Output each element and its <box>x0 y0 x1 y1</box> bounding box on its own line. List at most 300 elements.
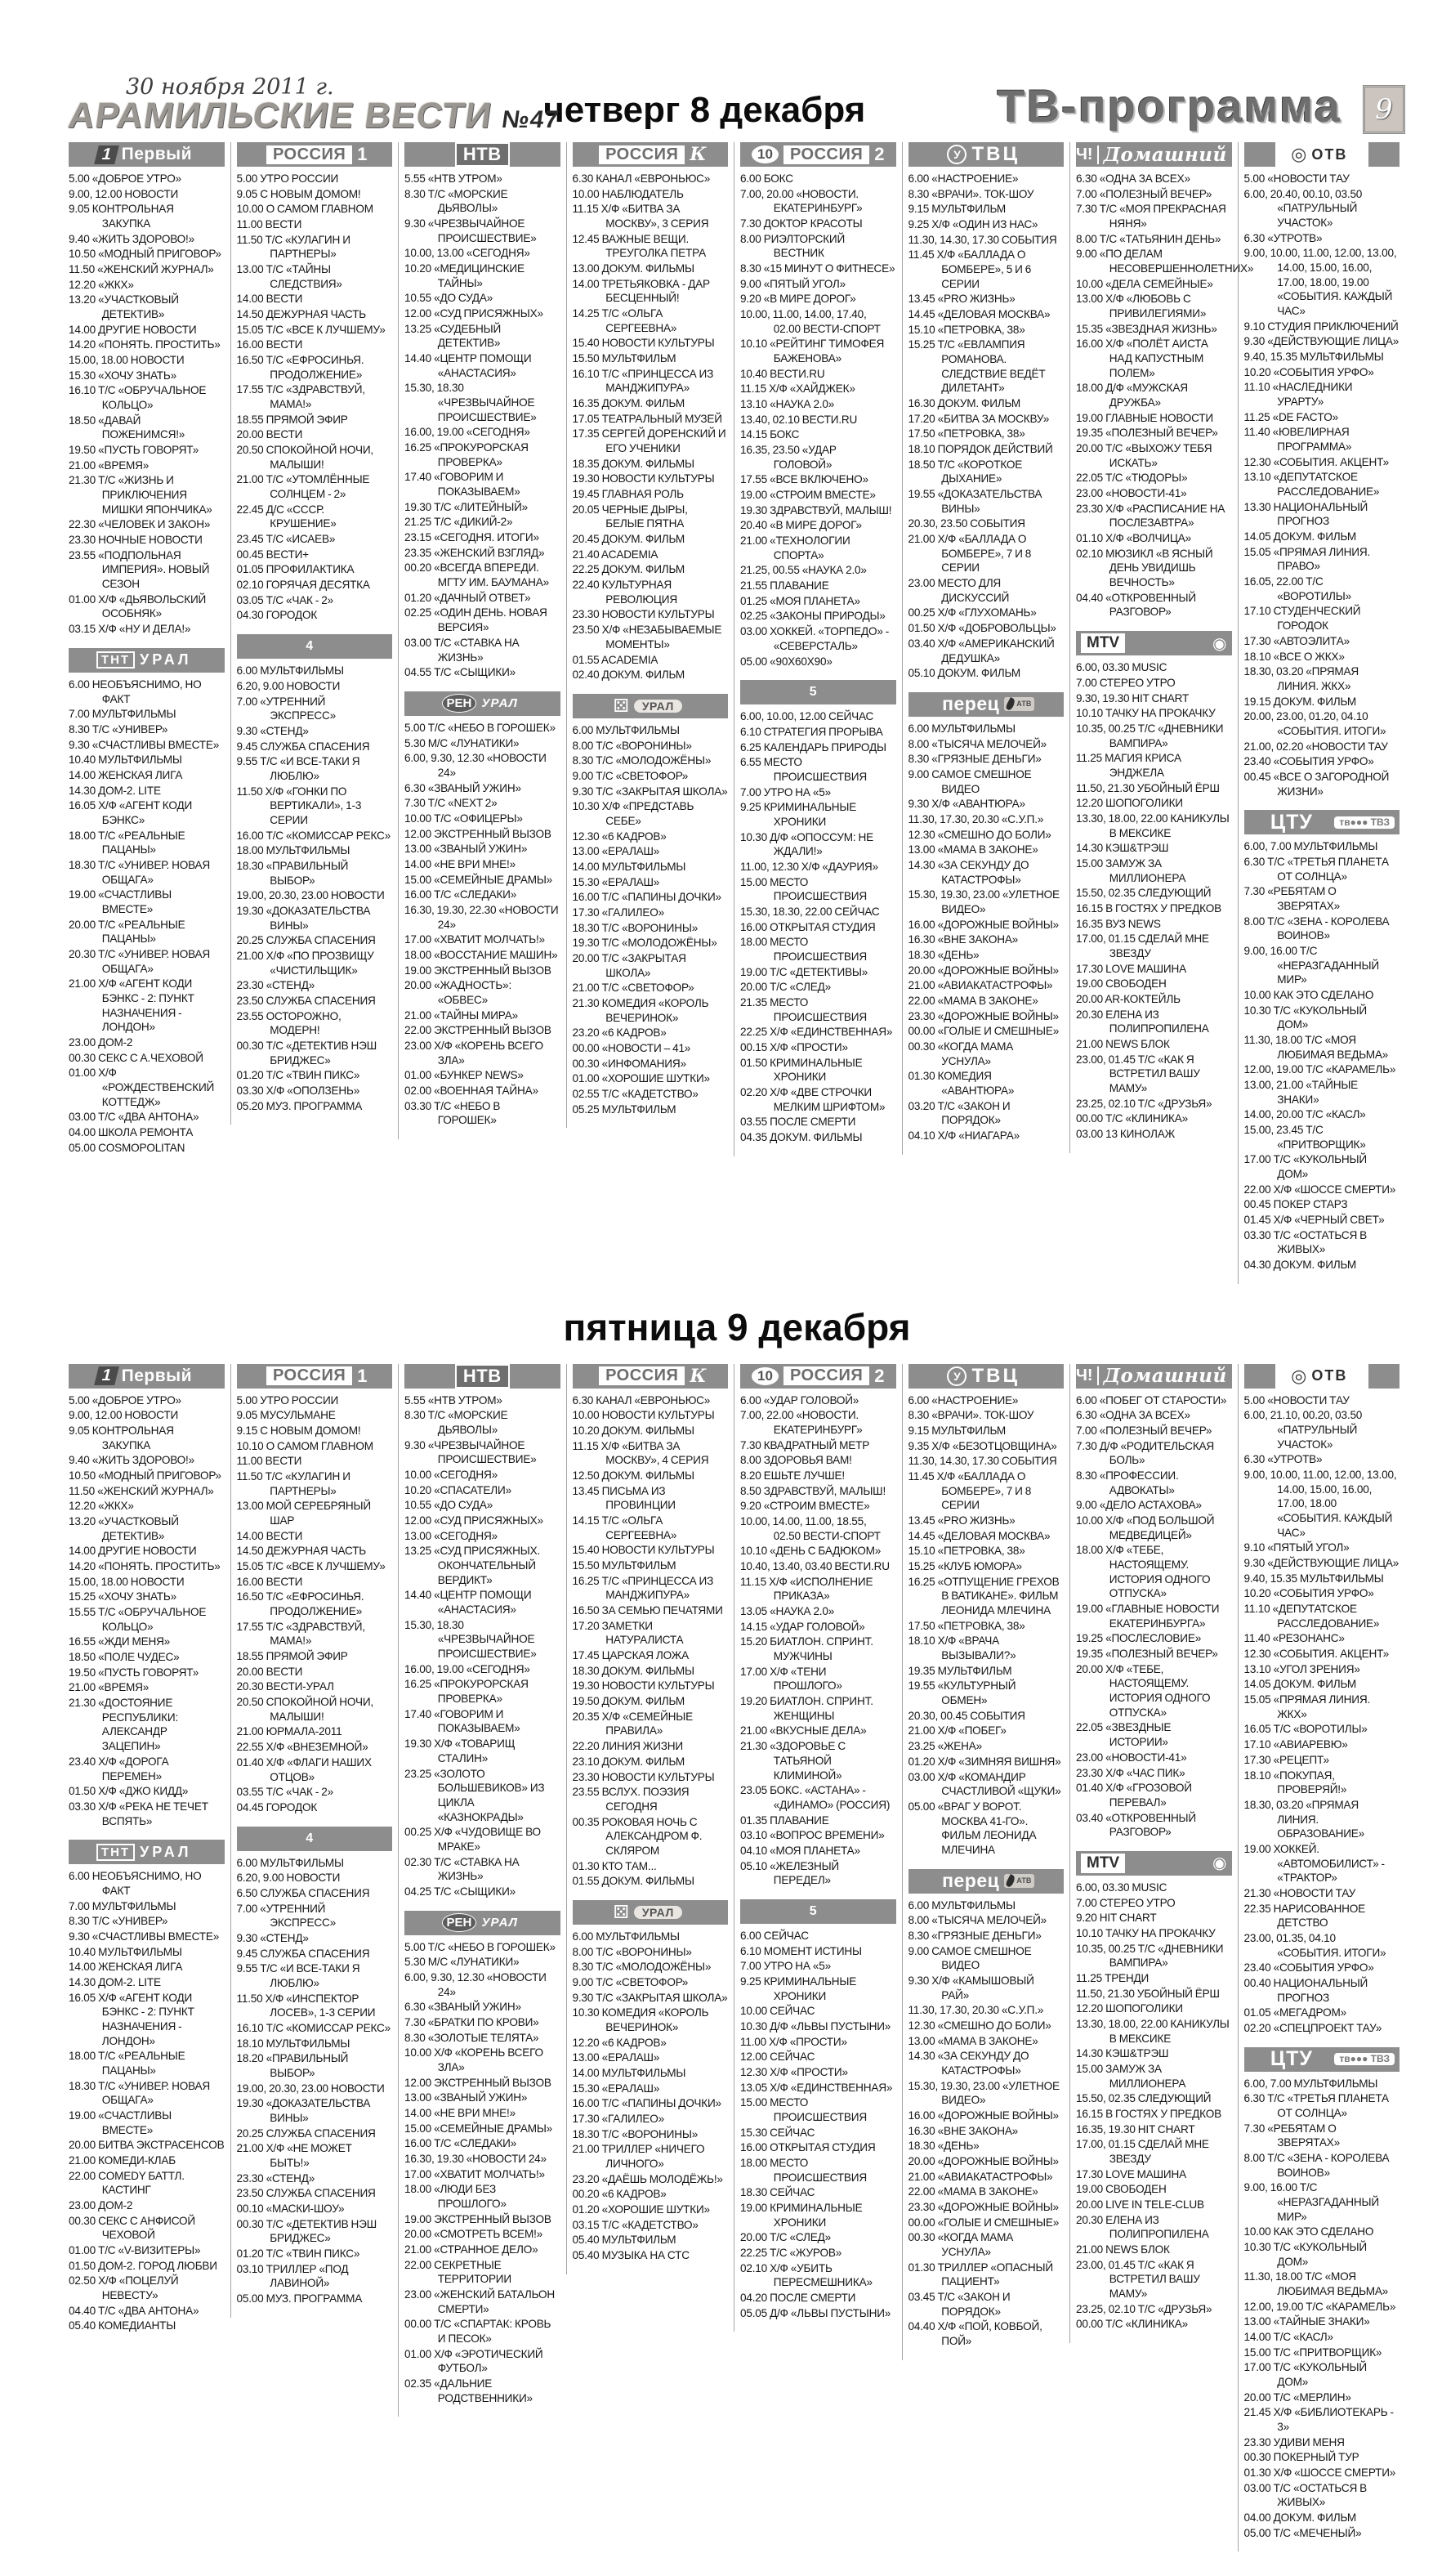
program-item: 19.00 «СТРОИМ ВМЕСТЕ» <box>740 489 876 502</box>
program-item: 13.30 НАЦИОНАЛЬНЫЙ ПРОГНОЗ <box>1243 500 1368 528</box>
program-item: 19.00 ЭКСТРЕННЫЙ ВЫЗОВ <box>404 964 551 977</box>
program-item: 01.20 «ХОРОШИЕ ШУТКИ» <box>572 2203 710 2216</box>
program-item: 7.30 КВАДРАТНЫЙ МЕТР <box>740 1438 870 1451</box>
channel-name: Домашний <box>1103 143 1227 166</box>
program-item: 9.00, 10.00, 11.00, 12.00, 13.00, 14.00, 15.00, 16.00, 17.00, 18.00, 19.00 «СОБЫТИЯ. КАЖДЫЙ ЧАС» <box>1243 247 1397 318</box>
channel-block <box>573 1900 729 2263</box>
program-item: 00.30 Т/С «ДЕТЕКТИВ НЭШ БРИДЖЕС» <box>236 1039 377 1067</box>
program-item: 23.50 Х/Ф «НЕЗАБЫВАЕМЫЕ МОМЕНТЫ» <box>572 624 722 651</box>
program-item: 18.50 «ПОЛЕ ЧУДЕС» <box>69 1651 180 1664</box>
program-item: 6.00 «НАСТРОЕНИЕ» <box>908 172 1019 185</box>
program-item: 8.20 ЕШЬТЕ ЛУЧШЕ! <box>740 1469 845 1483</box>
listing <box>573 1393 729 1889</box>
program-item: 17.55 Т/С «ЗДРАВСТВУЙ, МАМА!» <box>236 1620 365 1648</box>
program-item: 20.30, 00.45 СОБЫТИЯ <box>908 1709 1025 1722</box>
channel-name: ОТВ <box>1311 1367 1348 1384</box>
channel-header <box>1076 631 1232 655</box>
program-item: 5.00 «ДОБРОЕ УТРО» <box>69 1393 181 1407</box>
program-item: 20.05 ЧЕРНЫЕ ДЫРЫ, БЕЛЫЕ ПЯТНА <box>572 503 688 530</box>
program-item: 16.50 Т/С «ЕФРОСИНЬЯ. ПРОДОЛЖЕНИЕ» <box>236 354 364 381</box>
program-item: 15.00 ЗАМУЖ ЗА МИЛЛИОНЕРА <box>1076 856 1186 884</box>
program-item: 12.30 «СОБЫТИЯ. АКЦЕНТ» <box>1243 1648 1389 1661</box>
program-item: 19.50 «ПУСТЬ ГОВОРЯТ» <box>69 1666 199 1679</box>
program-item: 17.00, 01.15 СДЕЛАЙ МНЕ ЗВЕЗДУ <box>1076 2138 1209 2165</box>
program-item: 22.05 «ЗВЕЗДНЫЕ ИСТОРИИ» <box>1076 1721 1172 1749</box>
program-item: 01.25 «МОЯ ПЛАНЕТА» <box>740 594 860 607</box>
channel-logo-icon: ⚄ <box>613 1901 629 1922</box>
program-item: 21.00 Х/Ф «ПО ПРОЗВИЩУ «ЧИСТИЛЬЩИК» <box>236 949 374 977</box>
program-item: 15.10 «ПЕТРОВКА, 38» <box>908 323 1025 336</box>
program-item: 9.05 МУСУЛЬМАНЕ <box>236 1409 336 1422</box>
program-item: 22.00 COMEDY БАТТЛ. КАСТИНГ <box>69 2169 185 2197</box>
channel-block <box>1244 810 1400 1272</box>
program-item: 6.00 МУЛЬТФИЛЬМЫ <box>236 1856 344 1869</box>
program-item: 9.05 КОНТРОЛЬНАЯ ЗАКУПКА <box>69 1424 174 1451</box>
program-item: 22.45 Д/С «СССР. КРУШЕНИЕ» <box>236 503 337 530</box>
program-item: 14.15 БОКС <box>740 428 800 441</box>
listing <box>740 1929 896 2320</box>
program-item: 16.05, 22.00 Т/С «ВОРОТИЛЫ» <box>1243 575 1351 602</box>
channel-block <box>237 1364 393 1815</box>
program-item: 10.30 Д/Ф «ОПОССУМ: НЕ ЖДАЛИ!» <box>740 830 874 858</box>
program-item: 16.30 ДОКУМ. ФИЛЬМ <box>908 397 1021 410</box>
program-item: 21.00 «СТРАННОЕ ДЕЛО» <box>404 2243 538 2256</box>
program-item: 16.00 ВЕСТИ <box>236 338 303 351</box>
program-item: 19.00 ГЛАВНЫЕ НОВОСТИ <box>1076 411 1213 424</box>
program-item: 01.55 ДОКУМ. ФИЛЬМЫ <box>572 1875 694 1888</box>
program-item: 20.30 Т/С «УНИВЕР. НОВАЯ ОБЩАГА» <box>69 947 211 975</box>
program-item: 18.50 Т/С «КОРОТКОЕ ДЫХАНИЕ» <box>908 458 1023 485</box>
listing <box>404 1940 560 2406</box>
channel-column <box>398 142 566 1139</box>
program-item: 5.00 УТРО РОССИИ <box>236 1393 339 1407</box>
program-item: 03.10 ТРИЛЛЕР «ПОД ЛАВИНОЙ» <box>236 2262 349 2290</box>
program-item: 05.40 КОМЕДИАНТЫ <box>69 2319 176 2332</box>
channel-header <box>69 648 225 673</box>
program-item: 05.00 «ВРАГ У ВОРОТ. МОСКВА 41-ГО». ФИЛЬМ ЛЕОНИДА МЛЕЧИНА <box>908 1800 1037 1856</box>
program-item: 21.00 Х/Ф «АГЕНТ КОДИ БЭНКС - 2: ПУНКТ НАЗНАЧЕНИЯ - ЛОНДОН» <box>69 977 194 1034</box>
program-item: 20.00 «ДОРОЖНЫЕ ВОЙНЫ» <box>908 2154 1059 2167</box>
program-item: 16.15 В ГОСТЯХ У ПРЕДКОВ <box>1076 901 1221 915</box>
program-item: 7.00, 20.00 «НОВОСТИ. ЕКАТЕРИНБУРГ» <box>740 187 863 215</box>
program-item: 11.50 Х/Ф «ИНСПЕКТОР ЛОСЕВ», 1-3 СЕРИИ <box>236 1992 376 2019</box>
program-item: 20.40 «В МИРЕ ДОРОГ» <box>740 519 862 532</box>
channel-name: перец <box>942 1870 1000 1892</box>
channel-name: ТВЦ <box>971 1364 1020 1387</box>
program-item: 9.30 Х/Ф «КАМЫШОВЫЙ РАЙ» <box>908 1974 1034 2001</box>
program-item: 17.50 «ПЕТРОВКА, 38» <box>908 1619 1025 1632</box>
program-item: 10.00 НАБЛЮДАТЕЛЬ <box>572 187 684 200</box>
channel-block <box>237 142 393 623</box>
program-item: 17.35 СЕРГЕЙ ДОРЕНСКИЙ И ЕГО УЧЕНИКИ <box>572 427 726 455</box>
program-item: 04.30 ГОРОДОК <box>236 609 318 622</box>
program-item: 20.00 Т/С «ЗАКРЫТАЯ ШКОЛА» <box>572 951 686 979</box>
program-item: 9.00 Т/С «СВЕТОФОР» <box>572 1975 689 1988</box>
program-item: 23.25, 02.10 Т/С «ДРУЗЬЯ» <box>1076 1097 1212 1110</box>
program-item: 6.20, 9.00 НОВОСТИ <box>236 679 341 692</box>
channel-column <box>230 1364 399 2318</box>
program-item: 8.30 Т/С «УНИВЕР» <box>69 1915 168 1928</box>
channel-block <box>69 648 225 1156</box>
program-item: 19.00 ЭКСТРЕННЫЙ ВЫЗОВ <box>404 2212 551 2225</box>
channel-logo-icon: ◎ <box>1291 1365 1307 1386</box>
program-item: 8.30 «ВРАЧИ». ТОК-ШОУ <box>908 187 1034 200</box>
program-item: 16.00 ВЕСТИ <box>236 1575 303 1588</box>
program-item: 5.55 «НТВ УТРОМ» <box>404 1393 502 1407</box>
listing <box>740 709 896 1144</box>
program-item: 10.00 «СЕГОДНЯ» <box>404 1469 498 1482</box>
page-number: 9 <box>1363 85 1405 134</box>
channel-block <box>573 1364 729 1889</box>
program-item: 19.15 ДОКУМ. ФИЛЬМ <box>1243 695 1357 708</box>
program-item: 22.35 НАРИСОВАННОЕ ДЕТСТВО <box>1243 1902 1365 1930</box>
program-item: 23.00, 01.45 Т/С «КАК Я ВСТРЕТИЛ ВАШУ МАМУ» <box>1076 2258 1200 2300</box>
program-item: 16.00 ОТКРЫТАЯ СТУДИЯ <box>740 920 876 933</box>
channel-logo-extra-icon: 1 <box>357 1365 368 1386</box>
program-item: 10.20 «СОБЫТИЯ УРФО» <box>1243 365 1374 378</box>
program-item: 11.15 Х/Ф «ИСПОЛНЕНИЕ ПРИКАЗА» <box>740 1575 873 1603</box>
channel-block <box>1244 2047 1400 2541</box>
program-item: 9.00 «ПО ДЕЛАМ НЕСОВЕРШЕННОЛЕТНИХ» <box>1076 248 1254 275</box>
channel-header <box>740 1899 896 1924</box>
program-item: 23.00 Х/Ф «КОРЕНЬ ВСЕГО ЗЛА» <box>404 1039 543 1067</box>
channel-header <box>908 692 1065 717</box>
program-item: 14.40 «ЦЕНТР ПОМОЩИ «АНАСТАСИЯ» <box>404 1589 532 1617</box>
program-item: 23.30 НОВОСТИ КУЛЬТУРЫ <box>572 608 715 621</box>
program-item: 22.00 Х/Ф «ШОССЕ СМЕРТИ» <box>1243 1183 1396 1196</box>
program-item: 16.00 Х/Ф «ПОЛЁТ АИСТА НАД КАПУСТНЫМ ПОЛЕМ» <box>1076 338 1208 379</box>
channel-header <box>69 1840 225 1864</box>
program-item: 7.00 «ПОЛЕЗНЫЙ ВЕЧЕР» <box>1076 187 1212 200</box>
program-item: 23.30 УДИВИ МЕНЯ <box>1243 2435 1345 2449</box>
program-item: 12.00, 19.00 Т/С «КАРАМЕЛЬ» <box>1243 1063 1396 1076</box>
program-item: 00.45 «ВСЕ О ЗАГОРОДНОЙ ЖИЗНИ» <box>1243 770 1390 798</box>
program-item: 03.20 Т/С «ЗАКОН И ПОРЯДОК» <box>908 1099 1011 1127</box>
program-item: 23.00 «НОВОСТИ-41» <box>1076 487 1187 500</box>
program-item: 21.00 «АВИАКАТАСТРОФЫ» <box>908 979 1053 992</box>
program-item: 6.00 МУЛЬТФИЛЬМЫ <box>908 1898 1016 1912</box>
program-item: 10.20 «СПАСАТЕЛИ» <box>404 1483 511 1496</box>
program-item: 05.10 ДОКУМ. ФИЛЬМ <box>908 667 1021 680</box>
listing <box>404 1393 560 1899</box>
program-item: 15.50 МУЛЬТФИЛЬМ <box>572 1559 676 1572</box>
channel-name: РОССИЯ <box>783 145 869 164</box>
channel-header <box>1076 142 1232 167</box>
program-item: 9.40 «ЖИТЬ ЗДОРОВО!» <box>69 232 194 245</box>
program-item: 11.45 Х/Ф «БАЛЛАДА О БОМБЕРЕ», 5 И 6 СЕРИИ <box>908 248 1032 290</box>
program-item: 19.30 Т/С «ЛИТЕЙНЫЙ» <box>404 500 529 513</box>
program-item: 01.00 «БУНКЕР NEWS» <box>404 1069 524 1082</box>
program-item: 14.15 Т/С «ОЛЬГА СЕРГЕЕВНА» <box>572 1514 677 1541</box>
program-item: 18.30, 03.20 «ПРЯМАЯ ЛИНИЯ. ОБРАЗОВАНИЕ» <box>1243 1798 1364 1840</box>
program-item: 23.05 БОКС. «АСТАНА» - «ДИНАМО» (РОССИЯ) <box>740 1784 891 1811</box>
program-item: 00.30 «КОГДА МАМА УСНУЛА» <box>908 2231 1014 2258</box>
program-item: 11.10 «НАСЛЕДНИКИ УРАРТУ» <box>1243 381 1353 409</box>
program-item: 10.00 КАК ЭТО СДЕЛАНО <box>1243 2225 1374 2238</box>
program-item: 14.15 «УДАР ГОЛОВОЙ» <box>740 1620 865 1633</box>
program-item: 11.00, 12.30 Х/Ф «ДАУРИЯ» <box>740 860 878 873</box>
program-item: 8.30 Т/С «МОРСКИЕ ДЬЯВОЛЫ» <box>404 1409 508 1437</box>
program-item: 00.45 ПОКЕР СТАРЗ <box>1243 1198 1348 1211</box>
program-item: 13.05 «НАУКА 2.0» <box>740 1605 835 1618</box>
program-item: 8.30 Т/С «МОЛОДОЖЁНЫ» <box>572 754 712 767</box>
program-item: 21.00 ЮРМАЛА-2011 <box>236 1725 342 1738</box>
program-item: 23.50 СЛУЖБА СПАСЕНИЯ <box>236 994 376 1007</box>
program-item: 9.55 Т/С «И ВСЕ-ТАКИ Я ЛЮБЛЮ» <box>236 755 360 782</box>
program-item: 7.00 СТЕРЕО УТРО <box>1076 1896 1176 1909</box>
program-item: 12.20 «6 КАДРОВ» <box>572 2036 667 2049</box>
program-item: 11.10 «ДЕПУТАТСКОЕ РАССЛЕДОВАНИЕ» <box>1243 1603 1380 1630</box>
channel-column <box>734 1364 902 2332</box>
program-item: 17.55 «ВСЕ ВКЛЮЧЕНО» <box>740 473 868 486</box>
channel-name: Первый <box>121 1366 192 1385</box>
program-item: 21.00 «ВРЕМЯ» <box>69 458 150 472</box>
channel-header <box>908 142 1065 167</box>
program-item: 5.00 «НОВОСТИ ТАУ <box>1243 172 1350 185</box>
program-item: 00.25 Х/Ф «ЧУДОВИЩЕ ВО МРАКЕ» <box>404 1826 541 1853</box>
channel-header <box>404 1911 560 1935</box>
program-item: 20.50 СПОКОЙНОЙ НОЧИ, МАЛЫШИ! <box>236 1696 374 1723</box>
program-item: 19.00 ХОККЕЙ. «АВТОМОБИЛИСТ» - «ТРАКТОР» <box>1243 1842 1385 1885</box>
listing <box>69 678 225 1156</box>
program-item: 19.20 БИАТЛОН. СПРИНТ. ЖЕНЩИНЫ <box>740 1695 873 1722</box>
program-item: 13.25 «СУД ПРИСЯЖНЫХ. ОКОНЧАТЕЛЬНЫЙ ВЕРДИКТ» <box>404 1545 541 1586</box>
program-item: 8.00 РИЭЛТОРСКИЙ ВЕСТНИК <box>740 232 846 260</box>
channel-name: РОССИЯ <box>783 1366 869 1385</box>
program-item: 14.00 ДРУГИЕ НОВОСТИ <box>69 1545 197 1558</box>
program-item: 16.25 «ОТПУЩЕНИЕ ГРЕХОВ В ВАТИКАНЕ». ФИЛЬМ ЛЕОНИДА МЛЕЧИНА <box>908 1575 1060 1617</box>
program-item: 01.20 Х/Ф «ЗИМНЯЯ ВИШНЯ» <box>908 1755 1061 1768</box>
channel-logo-extra-icon: тв●●● ТВЗ <box>1334 2053 1395 2065</box>
program-item: 13.00 «ЕРАЛАШ» <box>572 845 660 858</box>
program-item: 13.00 «МАМА В ЗАКОНЕ» <box>908 2034 1038 2047</box>
program-item: 21.35 МЕСТО ПРОИСШЕСТВИЯ <box>740 995 867 1023</box>
program-item: 10.10 ТАЧКУ НА ПРОКАЧКУ <box>1076 1926 1216 1939</box>
program-item: 03.05 Т/С «ЧАК - 2» <box>236 593 333 606</box>
program-item: 7.30 ДОКТОР КРАСОТЫ <box>740 217 863 230</box>
program-item: 9.30, 19.30 HIT CHART <box>1076 691 1190 704</box>
program-item: 6.00 МУЛЬТФИЛЬМЫ <box>236 664 344 678</box>
program-item: 02.20 Х/Ф «ДВЕ СТРОЧКИ МЕЛКИМ ШРИФТОМ» <box>740 1085 886 1113</box>
program-item: 10.00, 11.00, 14.00, 17.40, 02.00 ВЕСТИ-СПОРТ <box>740 308 881 335</box>
program-item: 03.30 Х/Ф «РЕКА НЕ ТЕЧЕТ ВСПЯТЬ» <box>69 1800 208 1827</box>
program-item: 00.25 Х/Ф «ГЛУХОМАНЬ» <box>908 606 1037 619</box>
program-item: 6.30 КАНАЛ «ЕВРОНЬЮС» <box>572 1393 711 1407</box>
listing <box>1244 839 1400 1272</box>
program-item: 20.30 ВЕСТИ-УРАЛ <box>236 1680 334 1693</box>
channel-column <box>1069 142 1254 1153</box>
program-item: 15.30, 19.30, 23.00 «УЛЕТНОЕ ВИДЕО» <box>908 2079 1060 2107</box>
channel-logo-icon: 10 <box>752 1367 779 1385</box>
program-item: 00.00 «НОВОСТИ – 41» <box>572 1041 691 1054</box>
program-item: 18.30 Т/С «ВОРОНИНЫ» <box>572 921 699 934</box>
program-item: 5.30 М/С «ЛУНАТИКИ» <box>404 736 520 749</box>
program-item: 01.45 Х/Ф «ЧЕРНЫЙ СВЕТ» <box>1243 1214 1385 1227</box>
program-item: 8.00 ЗДОРОВЬЯ ВАМ! <box>740 1454 852 1467</box>
program-item: 17.00 «ХВАТИТ МОЛЧАТЬ!» <box>404 2167 545 2180</box>
program-item: 12.30 «СОБЫТИЯ. АКЦЕНТ» <box>1243 455 1389 468</box>
program-item: 19.30 «ДОКАЗАТЕЛЬСТВА ВИНЫ» <box>236 904 371 932</box>
program-item: 6.10 МОМЕНТ ИСТИНЫ <box>740 1944 862 1957</box>
channel-logo-icon: ◎ <box>1291 144 1307 164</box>
listing <box>237 1393 393 1815</box>
program-item: 02.40 ДОКУМ. ФИЛЬМ <box>572 669 685 682</box>
program-item: 04.35 ДОКУМ. ФИЛЬМЫ <box>740 1130 863 1143</box>
program-item: 9.30 «СЧАСТЛИВЫ ВМЕСТЕ» <box>69 738 220 751</box>
program-item: 10.00, 13.00 «СЕГОДНЯ» <box>404 247 530 260</box>
program-item: 6.00 «УДАР ГОЛОВОЙ» <box>740 1393 859 1407</box>
channel-name: ЦТУ <box>1270 810 1313 834</box>
channel-logo-icon: 10 <box>752 145 779 163</box>
program-item: 19.50 «ПУСТЬ ГОВОРЯТ» <box>69 444 199 457</box>
program-item: 14.00 МУЛЬТФИЛЬМЫ <box>572 860 686 873</box>
program-item: 9.30 «СЧАСТЛИВЫ ВМЕСТЕ» <box>69 1930 220 1943</box>
program-item: 11.25 МАГИЯ КРИСА ЭНДЖЕЛА <box>1076 752 1181 779</box>
program-item: 21.30 КОМЕДИЯ «КОРОЛЬ ВЕЧЕРИНОК» <box>572 996 709 1024</box>
program-item: 19.00 «СЧАСТЛИВЫ ВМЕСТЕ» <box>69 2109 172 2136</box>
program-item: 19.45 ГЛАВНАЯ РОЛЬ <box>572 488 684 501</box>
program-item: 11.30, 14.30, 17.30 СОБЫТИЯ <box>908 233 1057 246</box>
program-item: 18.50 «ДАВАЙ ПОЖЕНИМСЯ!» <box>69 414 185 441</box>
program-item: 20.00 «СМОТРЕТЬ ВСЕМ!» <box>404 2228 543 2241</box>
program-item: 8.30 Т/С «УНИВЕР» <box>69 722 168 736</box>
program-item: 15.40 НОВОСТИ КУЛЬТУРЫ <box>572 337 715 350</box>
program-item: 10.00 «ДЕЛА СЕМЕЙНЫЕ» <box>1076 277 1213 290</box>
program-item: 16.00 ОТКРЫТАЯ СТУДИЯ <box>740 2141 876 2154</box>
program-item: 6.00 «ПОБЕГ ОТ СТАРОСТИ» <box>1076 1393 1227 1407</box>
program-item: 02.25 «ЗАКОНЫ ПРИРОДЫ» <box>740 610 886 623</box>
program-item: 15.50, 02.35 СЛЕДУЮЩИЙ <box>1076 2092 1212 2105</box>
channel-logo-icon: ТНТ <box>96 651 135 669</box>
program-item: 23.30 «СТЕНД» <box>236 2171 315 2185</box>
channel-header <box>1244 810 1400 834</box>
program-item: 19.35 «ПОЛЕЗНЫЙ ВЕЧЕР» <box>1076 1648 1218 1661</box>
program-item: 15.05 «ПРЯМАЯ ЛИНИЯ. ЖКХ» <box>1243 1693 1371 1720</box>
program-item: 22.30 «ЧЕЛОВЕК И ЗАКОН» <box>69 518 211 531</box>
program-item: 9.00 САМОЕ СМЕШНОЕ ВИДЕО <box>908 767 1032 795</box>
program-item: 20.00 «ДОРОЖНЫЕ ВОЙНЫ» <box>908 964 1059 977</box>
channel-name: ОТВ <box>1311 145 1348 163</box>
program-item: 9.25 КРИМИНАЛЬНЫЕ ХРОНИКИ <box>740 1974 857 2002</box>
program-item: 01.00 Т/С «V-ВИЗИТЕРЫ» <box>69 2243 201 2256</box>
program-item: 23.00 «ЖЕНСКИЙ БАТАЛЬОН СМЕРТИ» <box>404 2288 556 2315</box>
program-item: 20.00 LIVE IN TELE-CLUB <box>1076 2198 1204 2211</box>
program-item: 9.55 Т/С «И ВСЕ-ТАКИ Я ЛЮБЛЮ» <box>236 1962 360 1989</box>
program-item: 14.00, 20.00 Т/С «КАСЛ» <box>1243 1108 1366 1121</box>
listing <box>69 172 225 637</box>
program-item: 18.30 ДОКУМ. ФИЛЬМЫ <box>572 1664 694 1677</box>
program-item: 21.00, 02.20 «НОВОСТИ ТАУ <box>1243 740 1388 753</box>
program-item: 18.10 ПОРЯДОК ДЕЙСТВИЙ <box>908 443 1053 456</box>
channel-logo-extra-icon: 2 <box>874 1365 885 1386</box>
channel-header <box>1244 142 1400 167</box>
program-item: 17.40 «ГОВОРИМ И ПОКАЗЫВАЕМ» <box>404 471 520 499</box>
program-item: 9.30 Т/С «ЗАКРЫТАЯ ШКОЛА» <box>572 1991 728 2004</box>
listing <box>1076 660 1232 1142</box>
channel-header <box>1076 1851 1232 1876</box>
program-item: 01.05 ПРОФИЛАКТИКА <box>236 563 355 576</box>
program-item: 16.05 Х/Ф «АГЕНТ КОДИ БЭНКС - 2: ПУНКТ НАЗНАЧЕНИЯ - ЛОНДОН» <box>69 1991 194 2047</box>
channel-name: Первый <box>121 145 192 163</box>
program-item: 21.00 «ВРЕМЯ» <box>69 1681 150 1694</box>
program-item: 16.00 Т/С «ПАПИНЫ ДОЧКИ» <box>572 2097 721 2110</box>
channel-header <box>69 142 225 167</box>
program-item: 6.00 МУЛЬТФИЛЬМЫ <box>908 722 1016 735</box>
program-item: 23.25 «ЗОЛОТО БОЛЬШЕВИКОВ» ИЗ ЦИКЛА «КАЗНОКРАДЫ» <box>404 1767 545 1823</box>
program-item: 00.00 «ГОЛЫЕ И СМЕШНЫЕ» <box>908 2216 1060 2229</box>
program-item: 9.25 Х/Ф «ОДИН ИЗ НАС» <box>908 218 1038 231</box>
channel-header <box>237 634 393 659</box>
program-item: 14.00 ВЕСТИ <box>236 1529 303 1542</box>
program-item: 17.40 «ГОВОРИМ И ПОКАЗЫВАЕМ» <box>404 1707 520 1735</box>
program-item: 12.00 ЭКСТРЕННЫЙ ВЫЗОВ <box>404 827 551 840</box>
program-item: 13.00 ДОКУМ. ФИЛЬМЫ <box>572 262 694 275</box>
program-item: 13.45 «PRO ЖИЗНЬ» <box>908 1514 1016 1527</box>
program-item: 23.00, 01.35, 04.10 «СОБЫТИЯ. ИТОГИ» <box>1243 1931 1386 1959</box>
program-item: 23.20 «ДАЁШЬ МОЛОДЁЖЬ!» <box>572 2172 723 2185</box>
program-item: 01.55 ACADEMIA <box>572 653 658 666</box>
program-item: 21.30 «ДОСТОЯНИЕ РЕСПУБЛИКИ: АЛЕКСАНДР ЗАЦЕПИН» <box>69 1697 179 1753</box>
program-item: 05.25 МУЛЬТФИЛЬМ <box>572 1102 676 1116</box>
program-item: 6.00, 7.00 МУЛЬТФИЛЬМЫ <box>1243 840 1378 853</box>
program-item: 16.00 «ДОРОЖНЫЕ ВОЙНЫ» <box>908 2109 1059 2122</box>
program-item: 01.50 Х/Ф «ДОБРОВОЛЬЦЫ» <box>908 622 1056 635</box>
channel-logo-extra-icon: тв●●● ТВЗ <box>1334 816 1395 829</box>
program-item: 6.00, 9.30, 12.30 «НОВОСТИ 24» <box>404 752 547 779</box>
program-item: 11.00 Х/Ф «ПРОСТИ» <box>740 2035 847 2048</box>
program-item: 6.00 МУЛЬТФИЛЬМЫ <box>572 1930 680 1943</box>
program-item: 11.50, 21.30 УБОЙНЫЙ ЁРШ <box>1076 1987 1220 2000</box>
program-item: 14.30 КЭШ&ТРЭШ <box>1076 842 1169 855</box>
channel-logo-icon: ⚄ <box>613 695 629 716</box>
channel-block <box>404 1364 560 1899</box>
program-item: 03.00 Т/С «ДВА АНТОНА» <box>69 1111 199 1124</box>
program-item: 23.30 НОЧНЫЕ НОВОСТИ <box>69 534 203 547</box>
program-item: 10.50 «МОДНЫЙ ПРИГОВОР» <box>69 1469 221 1483</box>
program-item: 6.00, 21.10, 00.20, 03.50 «ПАТРУЛЬНЫЙ УЧАСТОК» <box>1243 1409 1363 1451</box>
program-item: 5.55 «НТВ УТРОМ» <box>404 172 502 185</box>
program-item: 15.35 «ЗВЕЗДНАЯ ЖИЗНЬ» <box>1076 322 1217 335</box>
program-item: 11.30, 18.00 Т/С «МОЯ ЛЮБИМАЯ ВЕДЬМА» <box>1243 2270 1389 2297</box>
program-item: 14.30 «ЗА СЕКУНДУ ДО КАТАСТРОФЫ» <box>908 2050 1029 2077</box>
program-item: 13.40, 02.10 ВЕСТИ.RU <box>740 413 858 426</box>
program-item: 16.35, 19.30 HIT CHART <box>1076 2122 1195 2135</box>
program-item: 23.10 ДОКУМ. ФИЛЬМ <box>572 1755 685 1768</box>
program-item: 04.30 ДОКУМ. ФИЛЬМ <box>1243 1259 1357 1272</box>
program-item: 05.40 МУЛЬТФИЛЬМ <box>572 2234 676 2247</box>
program-item: 10.30 Т/С «КУКОЛЬНЫЙ ДОМ» <box>1243 2240 1367 2268</box>
program-item: 8.00 Т/С «ЗЕНА - КОРОЛЕВА ВОИНОВ» <box>1243 2151 1390 2179</box>
program-item: 22.25 Х/Ф «ЕДИНСТВЕННАЯ» <box>740 1026 893 1039</box>
program-item: 18.00 «ЛЮДИ БЕЗ ПРОШЛОГО» <box>404 2183 507 2210</box>
program-item: 23.30 НОВОСТИ КУЛЬТУРЫ <box>572 1770 715 1783</box>
program-item: 18.10 «ПОКУПАЯ, ПРОВЕРЯЙ!» <box>1243 1769 1347 1796</box>
program-item: 15.25 «КЛУБ ЮМОРА» <box>908 1560 1022 1573</box>
program-item: 20.00 Т/С «СЛЕД» <box>740 2231 831 2244</box>
program-item: 16.00, 19.00 «СЕГОДНЯ» <box>404 426 530 439</box>
program-item: 13.45 ПИСЬМА ИЗ ПРОВИНЦИИ <box>572 1484 676 1512</box>
program-item: 20.00, 23.00, 01.20, 04.10 «СОБЫТИЯ. ИТОГИ» <box>1243 710 1386 737</box>
program-item: 18.30, 03.20 «ПРЯМАЯ ЛИНИЯ. ЖКХ» <box>1243 665 1359 692</box>
channel-logo-icon: 5 <box>809 1903 817 1918</box>
channel-block <box>740 680 896 1144</box>
program-item: 01.50 КРИМИНАЛЬНЫЕ ХРОНИКИ <box>740 1056 863 1084</box>
program-item: 12.00 ЭКСТРЕННЫЙ ВЫЗОВ <box>404 2076 551 2089</box>
program-item: 00.00 «ГОЛЫЕ И СМЕШНЫЕ» <box>908 1025 1060 1038</box>
program-item: 10.30 Т/С «КУКОЛЬНЫЙ ДОМ» <box>1243 1004 1367 1031</box>
program-item: 02.20 «СПЕЦПРОЕКТ ТАУ» <box>1243 2021 1382 2034</box>
program-item: 03.40 «ОТКРОВЕННЫЙ РАЗГОВОР» <box>1076 1811 1196 1839</box>
